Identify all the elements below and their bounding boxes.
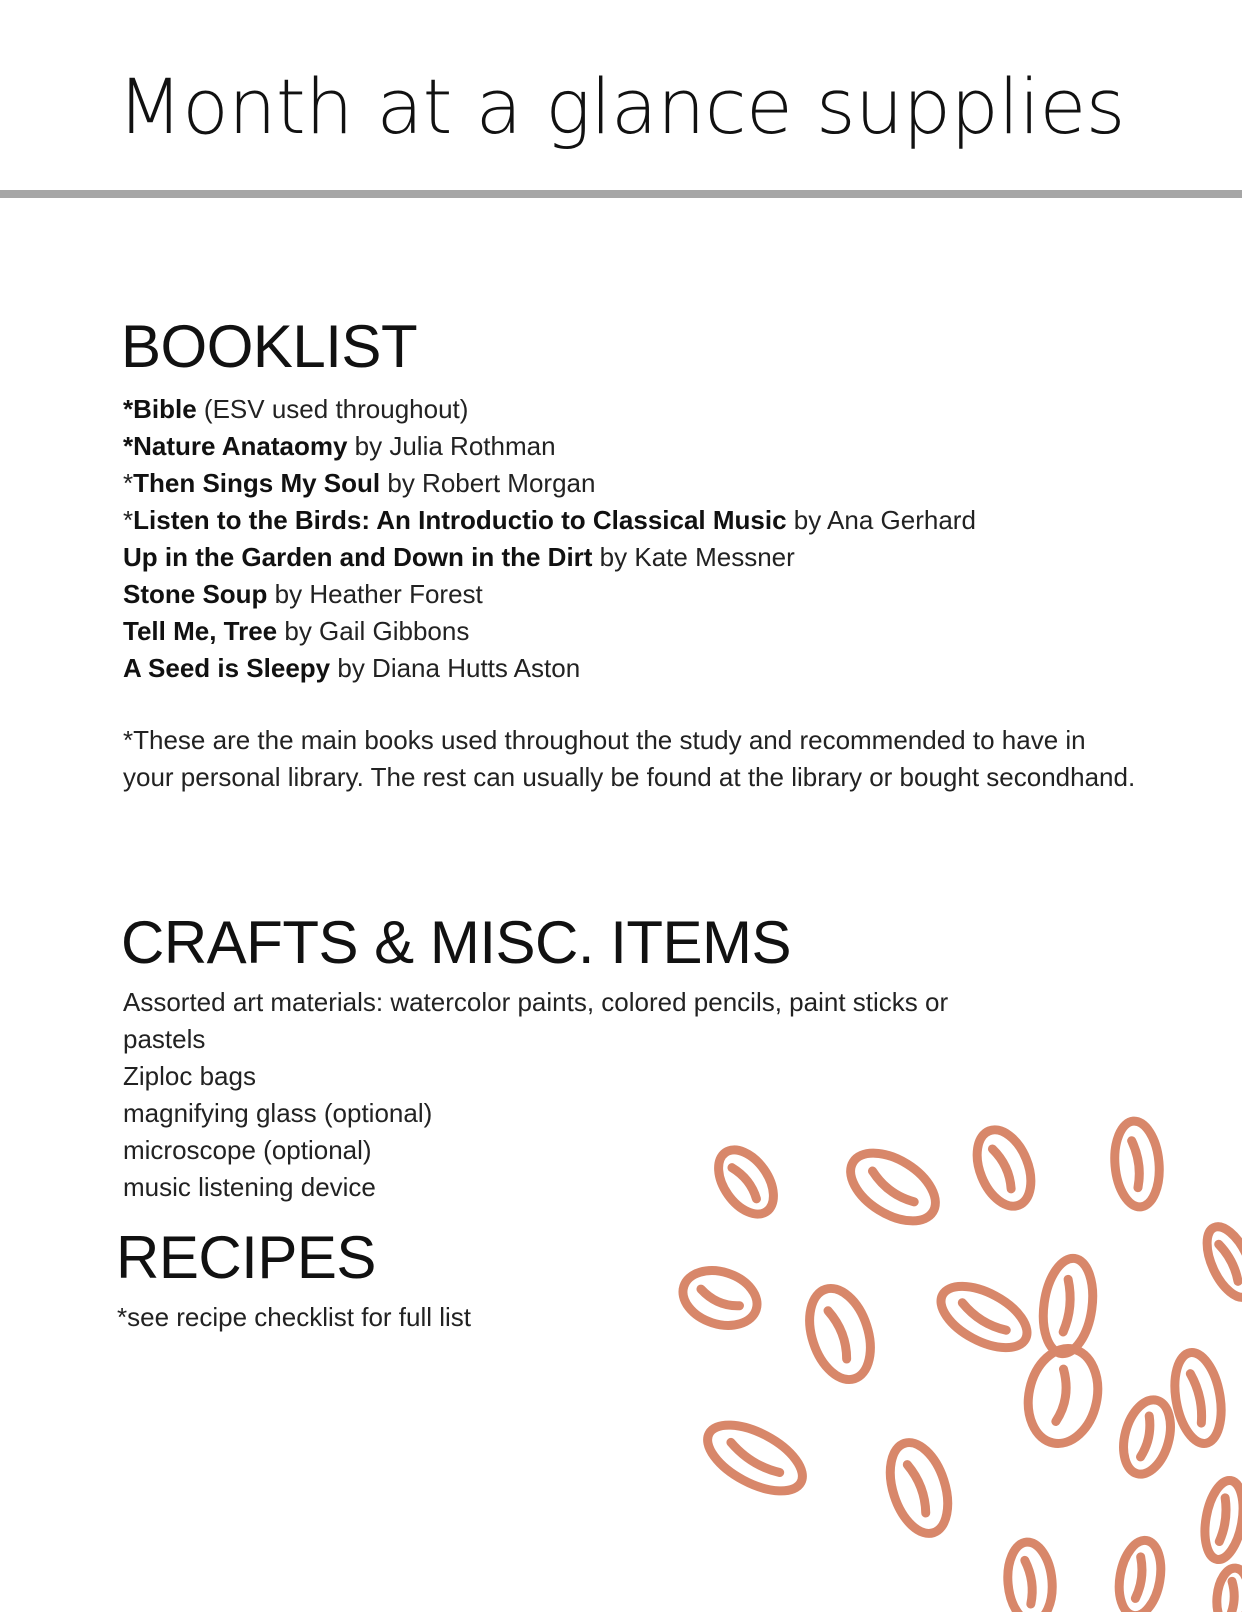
recipes-note: *see recipe checklist for full list <box>117 1302 472 1332</box>
seed-shape <box>967 1122 1041 1214</box>
craft-item: pastels <box>123 1024 206 1054</box>
seed-shape <box>697 1412 812 1505</box>
book-item: *Then Sings My Soul by Robert Morgan <box>123 468 596 498</box>
recipes-heading: RECIPES <box>116 1224 376 1291</box>
booklist-note: *These are the main books used throughout the study and recommended to have in your personal library. The rest can usually be found at the library or bought secondhand. <box>123 725 1136 792</box>
seed-shape <box>931 1274 1037 1361</box>
seed-shape <box>1005 1540 1056 1612</box>
seed-shape <box>1020 1342 1106 1450</box>
crafts-list <box>123 984 948 1206</box>
seed-shape <box>799 1281 881 1388</box>
seed-shape <box>1116 1395 1178 1480</box>
crafts-heading: CRAFTS & MISC. ITEMS <box>121 909 792 976</box>
seed-shape <box>1111 1119 1162 1209</box>
seed-shape <box>1199 1477 1242 1562</box>
seed-shape <box>1114 1537 1167 1612</box>
book-item: Up in the Garden and Down in the Dirt by Kate Messner <box>123 542 795 572</box>
seed-shape <box>1214 1567 1242 1612</box>
craft-item: Assorted art materials: watercolor paints, colored pencils, paint sticks or <box>123 987 949 1017</box>
craft-item: magnifying glass (optional) <box>123 1098 433 1128</box>
book-item: Stone Soup by Heather Forest <box>123 579 483 609</box>
booklist-list <box>123 391 976 687</box>
craft-item: microscope (optional) <box>123 1135 372 1165</box>
seed-shape <box>1038 1255 1099 1357</box>
header-divider <box>0 190 1242 198</box>
book-item: *Listen to the Birds: An Introductio to Classical Music by Ana Gerhard <box>123 505 976 535</box>
seed-shape <box>1168 1349 1227 1447</box>
book-item: *Bible (ESV used throughout) <box>123 394 469 424</box>
seed-shape <box>676 1262 764 1335</box>
book-item: Tell Me, Tree by Gail Gibbons <box>123 616 470 646</box>
seed-shape <box>1198 1220 1242 1304</box>
page-title: Month at a glance supplies <box>117 62 1125 151</box>
seed-shape <box>880 1435 959 1540</box>
book-item: *Nature Anataomy by Julia Rothman <box>123 431 556 461</box>
book-item: A Seed is Sleepy by Diana Hutts Aston <box>123 653 581 683</box>
craft-item: music listening device <box>123 1172 376 1202</box>
craft-item: Ziploc bags <box>123 1061 256 1091</box>
booklist-heading: BOOKLIST <box>121 313 418 380</box>
